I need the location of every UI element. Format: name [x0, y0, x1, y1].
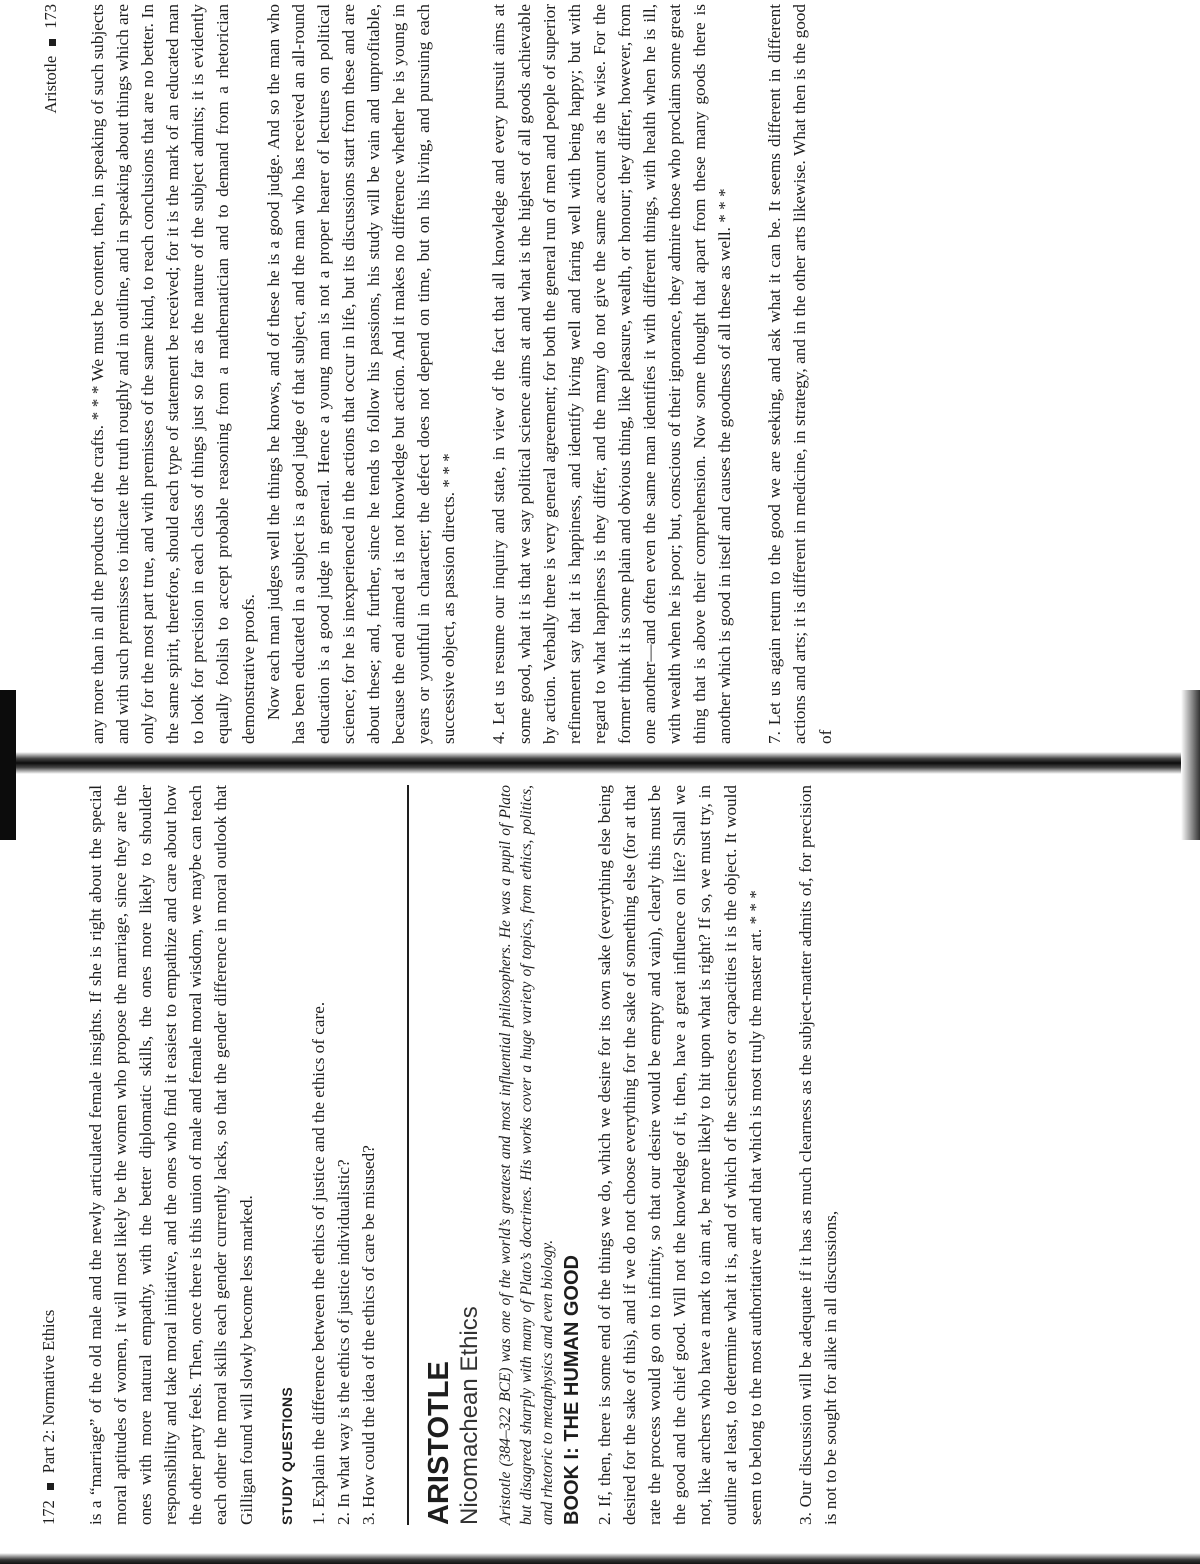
section-divider [407, 785, 409, 1525]
running-head-title: Aristotle [41, 55, 60, 114]
scan-bottom-edge [0, 1553, 1200, 1564]
work-title: Nicomachean Ethics [456, 1306, 484, 1525]
author-bio: Aristotle (384–322 BCE) was one of the world’s greatest and most influential philosophers. He was a pupil of Plato but disagreed sharply with many of Plato’s doctrines. His works cover a huge variety of topics, from ethics, politics, and rhetoric to metaphysics and even biology. [497, 785, 557, 1525]
book-gutter-shadow [0, 752, 1200, 774]
paragraph: any more than in all the products of the crafts. * * * We must be content, then, in speaking of such subjects and with such premisses to indicate the truth roughly and in outline, and in speaking about things which are only for the most part true, and with premisses of the same kind, to reach conclusions that are no better. In the same spirit, therefore, should each type of statement be received; for it is the mark of an educated man to look for precision in each class of things just so far as the nature of the subject admits; it is evidently equally foolish to accept probable reasoning from a mathematician and to demand from a rhetorician demonstrative proofs. [88, 4, 258, 744]
paragraph: 3. Our discussion will be adequate if it has as much clearness as the subject-matter admits of, for precision is not to be sought for alike in all discussions, [795, 785, 840, 1525]
paragraph: is a “marriage” of the old male and the newly articulated female insights. If she is right about the special moral aptitudes of women, it will most likely be the women who propose the marriage, since they are the ones with more natural empathy, with the better diplomatic skills, the ones more likely to shoulder responsibility and take moral initiative, and the ones who find it easiest to empathize and care about how the other party feels. Then, once there is this union of male and female moral wisdom, we maybe can teach each other the moral skills each gender currently lacks, so that the gender difference in moral outlook that Gilligan found will slowly become less marked. [86, 785, 256, 1525]
book-heading: BOOK I: THE HUMAN GOOD [561, 1255, 584, 1525]
paragraph: 2. If, then, there is some end of the things we do, which we desire for its own sake (everything else being desired for the sake of this), and if we do not choose everything for the sake of something else (for at that rate the process would go on to infinity, so that our desire would be empty and vain), clearly this must be the good and the chief good. Will not the knowledge of it, then, have a great influence on life? Shall we not, like archers who have a mark to aim at, be more likely to hit upon what is right? If so, we must try, in outline at least, to determine what it is, and of which of the sciences or capacities it is the object. It would seem to belong to the most authoritative art and that which is most truly the master art. * * * [595, 785, 765, 1525]
separator-square [47, 1483, 54, 1490]
paragraph: 7. Let us again return to the good we are seeking, and ask what it can be. It seems different in different actions and arts; it is different in medicine, in strategy, and in the other arts likewise. What then is the good of [765, 4, 835, 744]
gutter-edge-shadow [0, 690, 16, 840]
page-number: 173 [41, 4, 60, 29]
study-questions-heading: STUDY QUESTIONS [278, 1386, 295, 1525]
paragraph: 4. Let us resume our inquiry and state, in view of the fact that all knowledge and every pursuit aims at some good, what it is that we say political science aims at and what is the highest of all goods achievable by action. Verbally there is very general agreement; for both the general run of men and people of superior refinement say that it is happiness, and identify living well and faring well with being happy; but with regard to what happiness is they differ, and the many do not give the same account as the wise. For the former think it is some plain and obvious thing, like pleasure, wealth, or honour; they differ, however, from one another—and often even the same man identifies it with different things, with health when he is ill, with wealth when he is poor; but, conscious of their ignorance, they admire those who proclaim some great thing that is above their comprehension. Now some thought that apart from these many goods there is another which is good in itself and causes the goodness of all these as well. * * * [489, 4, 735, 744]
paragraph: Now each man judges well the things he knows, and of these he is a good judge. And so the man who has been educated in a subject is a good judge of that subject, and the man who has received an all-round education is a good judge in general. Hence a young man is not a proper hearer of lectures on political science; for he is inexperienced in the actions that occur in life, but its discussions start from these and are about these; and, further, since he tends to follow his passions, his study will be vain and unprofitable, because the end aimed at is not knowledge but action. And it makes no difference whether he is young in years or youthful in character; the defect does not depend on time, but on his living, and pursuing each successive object, as passion directs. * * * [263, 4, 459, 744]
study-question: 3. How could the idea of the ethics of care be misused? [358, 1145, 378, 1525]
running-head-left [36, 785, 62, 1525]
author-name: ARISTOTLE [423, 1361, 456, 1525]
separator-square [49, 39, 56, 46]
page-173 [38, 4, 1200, 744]
running-head-title: Part 2: Normative Ethics [39, 1309, 58, 1474]
page-body [83, 785, 843, 1525]
study-question: 2. In what way is the ethics of justice individualistic? [333, 1159, 353, 1525]
page-number: 172 [39, 1500, 58, 1525]
running-head-right [38, 4, 64, 744]
page-172 [36, 785, 1200, 1525]
study-question: 1. Explain the difference between the ethics of justice and the ethics of care. [308, 1001, 328, 1525]
page-body [85, 4, 838, 744]
